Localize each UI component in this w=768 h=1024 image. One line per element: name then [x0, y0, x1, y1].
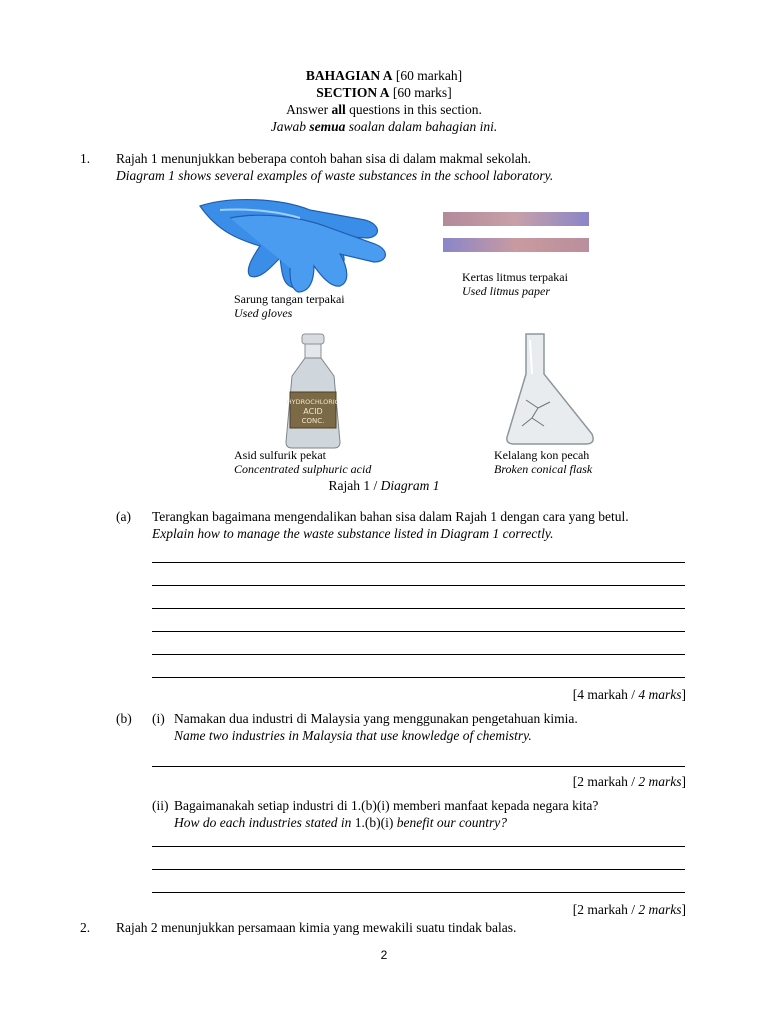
section-title-ms-marks: [60 markah]	[392, 68, 463, 83]
part-a-marks-close: ]	[681, 687, 686, 702]
section-title-en-marks: [60 marks]	[389, 85, 452, 100]
part-b-ii-marks-close: ]	[681, 902, 686, 917]
acid-bottle-icon	[278, 332, 348, 450]
answer-line[interactable]	[152, 631, 685, 632]
diagram-1-caption	[0, 478, 768, 494]
section-title-ms	[0, 68, 768, 84]
part-a-label: (a)	[116, 509, 131, 524]
part-a-marks-ms: [4 markah /	[572, 687, 639, 702]
part-a-marks	[573, 687, 686, 703]
gloves-label-en: Used gloves	[234, 306, 293, 320]
instruction-en-post: questions in this section.	[345, 102, 482, 117]
instruction-en-pre: Answer	[286, 102, 332, 117]
part-b-ii-text-en	[174, 815, 507, 831]
part-b-ii-text-en-post: benefit our country?	[393, 815, 507, 830]
diagram-caption-ms: Rajah 1 /	[328, 478, 381, 493]
part-b-label: (b)	[116, 711, 132, 726]
part-b-ii-text-ms: Bagaimanakah setiap industri di 1.(b)(i) memberi manfaat kepada negara kita?	[174, 798, 599, 813]
gloves-icon	[190, 188, 400, 298]
instruction-ms-post: soalan dalam bahagian ini.	[345, 119, 498, 134]
instruction-en	[0, 102, 768, 118]
part-b-i-marks-close: ]	[681, 774, 686, 789]
acid-bottle-text-1: HYDROCHLORIC	[286, 398, 340, 406]
flask-label-en: Broken conical flask	[494, 462, 593, 476]
flask-label-ms: Kelalang kon pecah	[494, 448, 590, 462]
part-b-ii-label: (ii)	[152, 798, 169, 813]
answer-line[interactable]	[152, 869, 685, 870]
question-2-text-ms: Rajah 2 menunjukkan persamaan kimia yang mewakili suatu tindak balas.	[116, 920, 517, 935]
section-title-en-bold: SECTION A	[316, 85, 390, 100]
answer-line[interactable]	[152, 892, 685, 893]
section-title-ms-bold: BAHAGIAN A	[305, 68, 393, 83]
acid-label-ms: Asid sulfurik pekat	[234, 448, 326, 462]
part-b-i-marks	[573, 774, 686, 790]
part-b-i-text-ms: Namakan dua industri di Malaysia yang menggunakan pengetahuan kimia.	[174, 711, 578, 726]
acid-label-en: Concentrated sulphuric acid	[234, 462, 372, 476]
instruction-ms	[0, 119, 768, 135]
section-title-en	[0, 85, 768, 101]
part-b-ii-marks-en: 2 marks	[638, 902, 682, 917]
part-b-ii-text-en-pre: How do each industries stated in	[174, 815, 355, 830]
instruction-ms-bold: semua	[309, 119, 346, 134]
answer-line[interactable]	[152, 846, 685, 847]
answer-line[interactable]	[152, 677, 685, 678]
answer-line[interactable]	[152, 766, 685, 767]
part-a-text-en: Explain how to manage the waste substance listed in Diagram 1 correctly.	[152, 526, 554, 541]
instruction-ms-pre: Jawab	[270, 119, 310, 134]
acid-bottle-text-2: ACID	[303, 407, 323, 416]
litmus-label-en: Used litmus paper	[462, 284, 550, 298]
question-2-number: 2.	[80, 920, 91, 935]
part-a-text-ms: Terangkan bagaimana mengendalikan bahan sisa dalam Rajah 1 dengan cara yang betul.	[152, 509, 629, 524]
gloves-label-ms: Sarung tangan terpakai	[234, 292, 345, 306]
diagram-caption-en: Diagram 1	[380, 478, 440, 493]
question-1-text-en: Diagram 1 shows several examples of waste substances in the school laboratory.	[116, 168, 554, 183]
answer-line[interactable]	[152, 585, 685, 586]
question-1-text-ms: Rajah 1 menunjukkan beberapa contoh bahan sisa di dalam makmal sekolah.	[116, 151, 531, 166]
part-b-i-marks-en: 2 marks	[638, 774, 682, 789]
part-b-ii-text-ref: 1.(b)(i)	[354, 815, 394, 830]
instruction-en-bold: all	[331, 102, 346, 117]
part-b-i-label: (i)	[152, 711, 165, 726]
answer-line[interactable]	[152, 654, 685, 655]
litmus-label-ms: Kertas litmus terpakai	[462, 270, 568, 284]
part-b-ii-marks	[573, 902, 686, 918]
part-b-i-marks-ms: [2 markah /	[572, 774, 639, 789]
question-1-number: 1.	[80, 151, 91, 166]
answer-line[interactable]	[152, 608, 685, 609]
answer-line[interactable]	[152, 562, 685, 563]
litmus-paper-icon	[441, 210, 591, 258]
part-a-marks-en: 4 marks	[638, 687, 682, 702]
part-b-i-text-en: Name two industries in Malaysia that use knowledge of chemistry.	[174, 728, 532, 743]
broken-flask-icon	[496, 330, 606, 450]
acid-bottle-text-3: CONC.	[301, 417, 325, 425]
part-b-ii-marks-ms: [2 markah /	[572, 902, 639, 917]
page-number: 2	[380, 948, 388, 962]
